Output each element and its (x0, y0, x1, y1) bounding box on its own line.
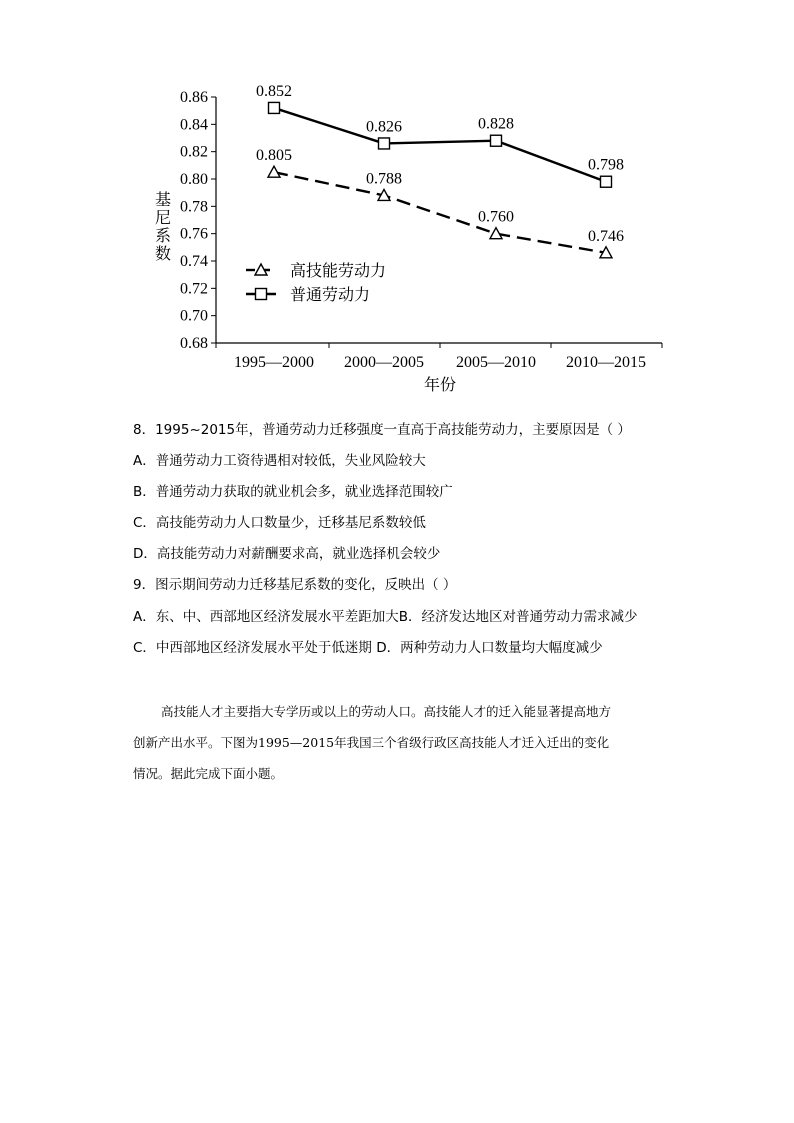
ordinary-labor-data-label: 0.826 (366, 118, 402, 136)
high-skill-labor-point (268, 166, 280, 177)
ordinary-labor-line (274, 108, 606, 182)
y-tick-label: 0.76 (180, 225, 208, 243)
high-skill-labor-data-label: 0.760 (478, 208, 514, 226)
passage-line-1: 高技能人才主要指大专学历或以上的劳动人口。高技能人才的迁入能显著提高地方 (161, 704, 612, 719)
legend-high-skill-label: 高技能劳动力 (290, 261, 387, 280)
y-tick-label: 0.78 (180, 198, 208, 216)
ordinary-labor-data-label: 0.852 (256, 82, 292, 100)
question-9-options-cd: C．中西部地区经济发展水平处于低迷期 D．两种劳动力人口数量均大幅度减少 (133, 640, 603, 656)
high-skill-labor-data-label: 0.746 (588, 227, 624, 245)
y-tick-label: 0.68 (180, 335, 208, 352)
ordinary-labor-point (379, 138, 390, 149)
ordinary-labor-data-label: 0.828 (478, 115, 514, 133)
question-9-options-ab: A．东、中、西部地区经济发展水平差距加大B．经济发达地区对普通劳动力需求减少 (133, 609, 638, 625)
passage-line-3: 情况。据此完成下面小题。 (133, 766, 284, 781)
y-tick-label: 0.80 (180, 171, 208, 188)
ordinary-labor-data-label: 0.798 (588, 156, 624, 174)
y-tick-label: 0.72 (180, 280, 208, 298)
question-9-stem: 9．图示期间劳动力迁移基尼系数的变化，反映出（ ） (133, 577, 457, 593)
y-tick-label: 0.82 (180, 143, 208, 161)
question-8-option-d: D．高技能劳动力对薪酬要求高，就业选择机会较少 (133, 546, 441, 562)
high-skill-labor-data-label: 0.788 (366, 170, 402, 188)
ordinary-labor-point (601, 176, 612, 187)
y-axis-ticks (180, 89, 216, 352)
legend-ordinary-marker (256, 289, 267, 300)
x-tick-label: 2010—2015 (566, 354, 646, 371)
question-8-option-a: A．普通劳动力工资待遇相对较低，失业风险较大 (133, 453, 426, 469)
high-skill-labor-point (490, 228, 502, 239)
ordinary-labor-point (491, 135, 502, 146)
y-tick-label: 0.70 (180, 307, 208, 325)
high-skill-labor-line (274, 172, 606, 253)
chart-axes (216, 97, 662, 343)
y-tick-label: 0.74 (180, 253, 208, 270)
question-8-stem: 8．1995~2015年，普通劳动力迁移强度一直高于高技能劳动力，主要原因是（ ） (133, 422, 631, 438)
y-axis-label-char: 系 (154, 226, 172, 245)
gini-line-chart (0, 0, 794, 400)
high-skill-labor-data-label: 0.805 (256, 147, 292, 165)
x-axis-label: 年份 (423, 375, 457, 394)
chart-series (256, 83, 624, 258)
y-axis-label-char: 尼 (154, 208, 172, 227)
question-8-option-c: C．高技能劳动力人口数量少，迁移基尼系数较低 (133, 515, 426, 531)
chart-legend (246, 261, 386, 304)
y-axis-label-char: 基 (154, 190, 172, 209)
x-tick-label: 2000—2005 (344, 354, 424, 371)
ordinary-labor-point (269, 102, 280, 113)
x-tick-label: 2005—2010 (456, 354, 536, 371)
y-tick-label: 0.86 (180, 89, 208, 106)
question-8-option-b: B．普通劳动力获取的就业机会多，就业选择范围较广 (133, 484, 453, 500)
x-axis-ticks (216, 343, 662, 371)
y-axis-label-char: 数 (154, 244, 172, 263)
legend-ordinary-label: 普通劳动力 (290, 285, 371, 304)
x-tick-label: 1995—2000 (234, 354, 314, 371)
passage-line-2: 创新产出水平。下图为1995—2015年我国三个省级行政区高技能人才迁入迁出的变化 (133, 735, 610, 750)
y-tick-label: 0.84 (180, 116, 208, 134)
